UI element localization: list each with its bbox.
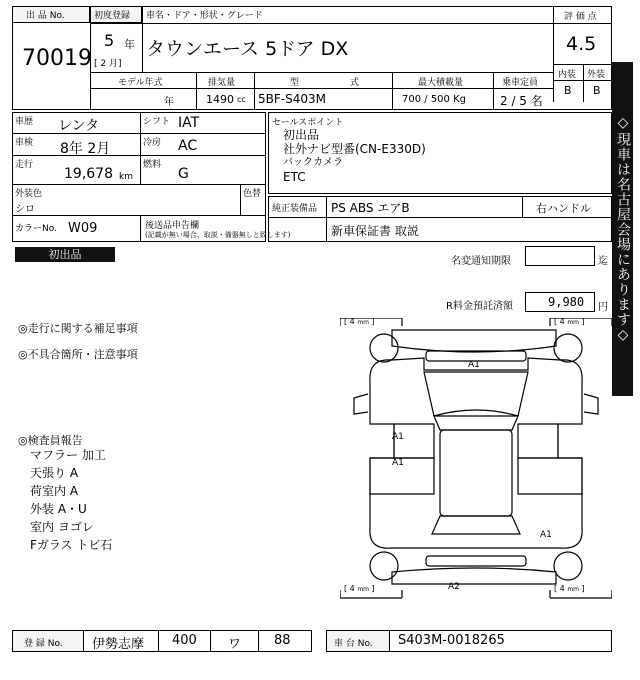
inspection-value: 8年 2月	[60, 141, 111, 157]
first-reg-year-unit: 年	[124, 38, 135, 51]
interior-label: 内装	[558, 70, 577, 80]
sales-point-item: 初出品	[283, 128, 320, 142]
mileage-value: 19,678	[64, 166, 113, 182]
recycle-unit: 円	[598, 302, 608, 313]
chassis-number: S403M-0018265	[398, 633, 505, 648]
lot-number: 70019	[22, 46, 92, 71]
history-label: 車歴	[15, 117, 34, 127]
defects-label: ◎不具合箇所・注意事項	[18, 348, 138, 361]
model-year-label: モデル年式	[118, 78, 163, 88]
type-label: 型	[290, 78, 300, 88]
fuel-label: 燃料	[143, 160, 162, 170]
rear-glass	[432, 516, 520, 534]
rating-label: 評 価 点	[564, 12, 597, 22]
roof	[440, 430, 512, 516]
displacement-unit: cc	[237, 95, 246, 104]
front-bumper	[392, 330, 556, 352]
rear-bumper	[392, 568, 556, 584]
first-reg-year: 5	[104, 31, 115, 50]
equipment-value: PS ABS エアB	[331, 201, 410, 215]
mirror-left	[354, 394, 368, 414]
mileage-label: 走行	[15, 160, 34, 170]
car-name: タウンエース 5ドア DX	[146, 38, 349, 60]
capacity-label: 乗車定員	[502, 78, 539, 88]
color-code-value: W09	[68, 221, 98, 236]
car-damage-diagram	[340, 318, 612, 604]
tire-rear-right	[554, 552, 582, 580]
sales-point-label: セールスポイント	[272, 118, 344, 128]
type-value: 5BF-S403M	[258, 92, 326, 106]
damage-mark-right-rear: A1	[540, 530, 552, 540]
door-right	[518, 424, 558, 458]
interior-grade: B	[564, 84, 572, 97]
location-notice-text: ◇現車は名古屋会場にあります◇	[615, 114, 631, 344]
name-change-label: 名変通知期限	[451, 256, 511, 267]
ext-color-value: シロ	[15, 204, 35, 215]
damage-mark-hood: A1	[468, 360, 480, 370]
first-reg-month: [ 2 月]	[94, 59, 122, 69]
color-change-label: 色替	[243, 189, 262, 199]
tire-depth-fl: [ 4 mm ]	[344, 317, 375, 326]
lot-label: 出 品 No.	[26, 11, 65, 21]
displacement-value: 1490	[206, 93, 234, 106]
inspector-item: 外装 A・U	[30, 502, 87, 516]
inspector-label: ◎検査員報告	[18, 434, 83, 447]
sales-point-list	[283, 128, 426, 184]
inspector-item: 荷室内 A	[30, 484, 79, 498]
recycle-value: 9,980	[548, 295, 585, 309]
shift-label: シフト	[143, 117, 171, 127]
fuel-value: G	[178, 166, 189, 182]
chassis-label: 車 台 No.	[334, 639, 373, 649]
exterior-label: 外装	[587, 70, 606, 80]
tire-front-left	[370, 334, 398, 362]
mileage-unit: km	[119, 172, 133, 182]
recycle-label: R料金預託済額	[446, 301, 513, 312]
car-name-label: 車名・ドア・形状・グレード	[146, 11, 263, 21]
sales-point-item: ETC	[283, 170, 306, 184]
tire-depth-fr: [ 4 mm ]	[554, 317, 585, 326]
exterior-grade: B	[593, 84, 601, 97]
docs-label: 後送品申告欄	[145, 221, 200, 231]
name-change-unit: 迄	[598, 256, 608, 267]
shift-value: IAT	[178, 115, 200, 131]
location-notice	[612, 62, 633, 396]
tire-depth-rr: [ 4 mm ]	[554, 584, 585, 593]
model-year-unit: 年	[164, 97, 174, 108]
displacement-label: 排気量	[208, 78, 236, 88]
body-outline	[370, 358, 582, 548]
capacity-value: 2 / 5 名	[500, 94, 543, 108]
registration-kana: ワ	[228, 637, 242, 652]
rear-lamp-bar	[426, 556, 526, 566]
ac-label: 冷房	[143, 138, 162, 148]
history-value: レンタ	[58, 118, 100, 134]
inspector-item: 室内 ヨゴレ	[30, 520, 94, 534]
damage-mark-left-front: A1	[392, 432, 404, 442]
inspector-item: マフラー 加工	[30, 448, 106, 462]
max-load-value: 700 / 500 Kg	[402, 94, 466, 105]
color-code-label: カラーNo.	[15, 224, 57, 234]
tire-rear-left	[370, 552, 398, 580]
inspector-item: Fガラス トビ石	[30, 538, 113, 552]
ext-color-label: 外装色	[15, 189, 43, 199]
warranty-value: 新車保証書 取説	[331, 224, 419, 238]
windshield	[434, 410, 518, 430]
registration-label: 登 録 No.	[24, 639, 63, 649]
inspector-item: 天張り A	[30, 466, 79, 480]
supplement-label: ◎走行に関する補足事項	[18, 322, 138, 335]
sales-point-item: バックカメラ	[283, 157, 343, 168]
registration-class: 400	[172, 633, 197, 648]
rating-value: 4.5	[566, 33, 597, 55]
equipment-label: 純正装備品	[272, 204, 318, 214]
first-reg-label: 初度登録	[94, 11, 131, 21]
type-label-2: 式	[350, 78, 360, 88]
slide-door-right	[518, 458, 582, 494]
docs-note: (記載が無い場合、取説・備器無しと致します)	[145, 231, 291, 239]
registration-number: 88	[274, 633, 291, 648]
tire-depth-rl: [ 4 mm ]	[344, 584, 375, 593]
mirror-right	[584, 394, 598, 414]
sales-point-item: 社外ナビ型番(CN-E330D)	[283, 142, 426, 156]
ac-value: AC	[178, 138, 198, 154]
inspector-list	[30, 446, 112, 554]
name-change-box	[525, 246, 595, 266]
damage-mark-rear-bumper: A2	[448, 582, 460, 592]
handle-value: 右ハンドル	[536, 202, 591, 215]
registration-area: 伊勢志摩	[92, 637, 145, 652]
inspection-label: 車検	[15, 138, 34, 148]
max-load-label: 最大積載量	[418, 78, 464, 88]
damage-mark-left-slide: A1	[392, 458, 404, 468]
first-listing-badge: 初出品	[15, 247, 115, 262]
tire-front-right	[554, 334, 582, 362]
